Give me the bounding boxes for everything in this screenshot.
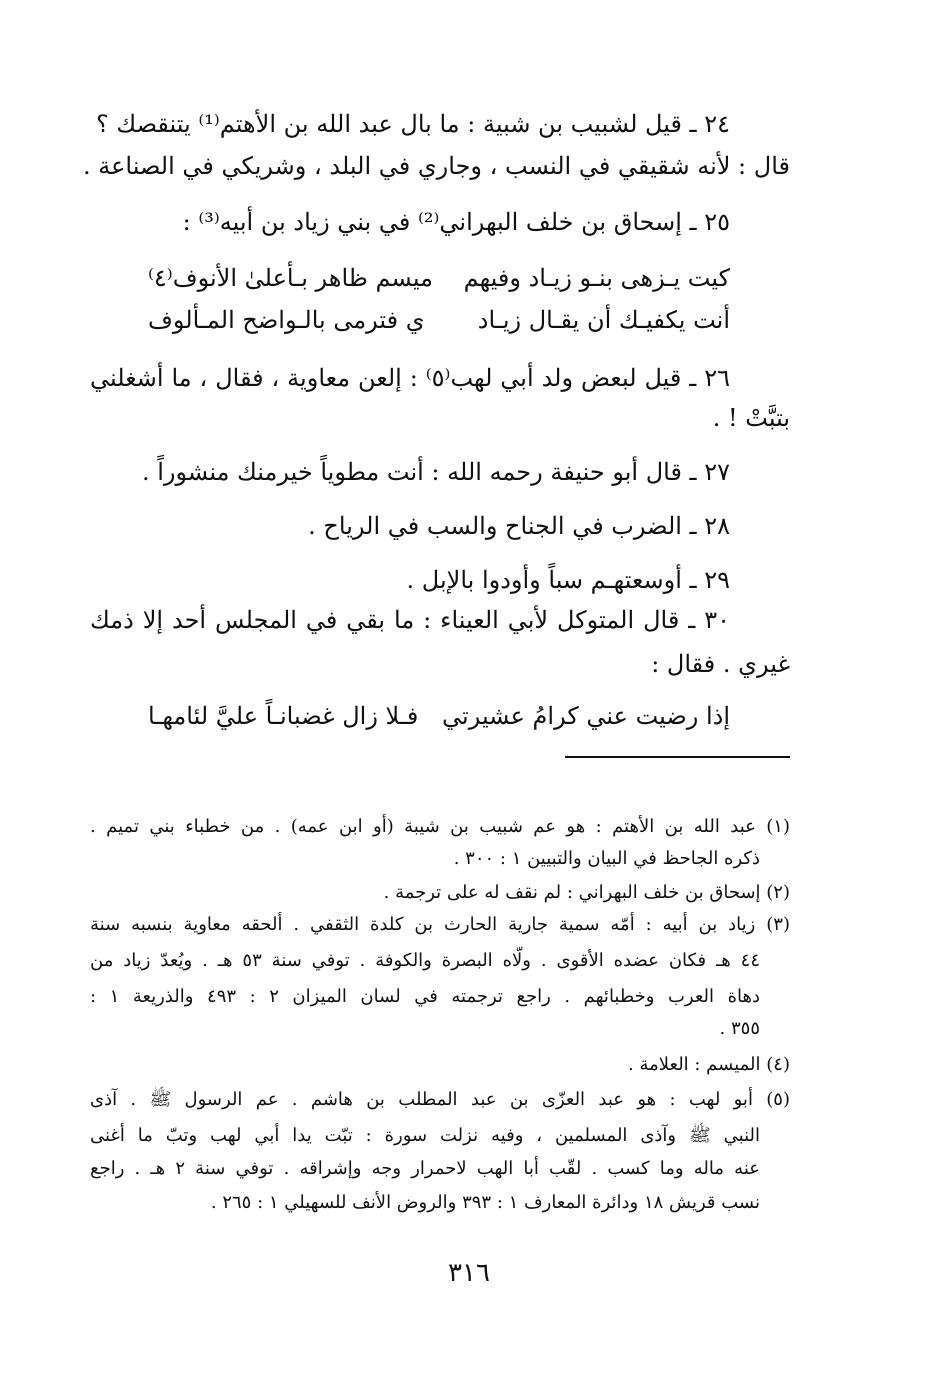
footnote-5-line-4: نسب قريش ١٨ ودائرة المعارف ١ : ٣٩٣ والروض الأنف للسهيلي ١ : ٢٦٥ .	[210, 1192, 760, 1213]
item-27: ٢٧ ـ قال أبو حنيفة رحمه الله : أنت مطوياً خيرمنك منشوراً .	[142, 458, 730, 486]
item-26-line-1: ٢٦ ـ قيل لبعض ولد أبي لهب⁽٥⁾ : إلعن معاوية ، فقال ، ما أشغلني	[90, 364, 731, 392]
item-25-verse-1-left: ميسم ظاهر بـأعلىٰ الأنوف⁽٤⁾	[148, 264, 433, 292]
item-24-line-2: قال : لأنه شقيقي في النسب ، وجاري في البلد ، وشريكي في الصناعة .	[82, 152, 790, 180]
item-25-verse-1-right: كيت يـزهى بنـو زيـاد وفيهم	[463, 264, 730, 292]
footnote-5-line-1: (٥) أبو لهب : هو عبد العزّى بن عبد المطلب بن هاشم . عم الرسول ﷺ . آذى	[90, 1089, 790, 1110]
footnote-2: (٢) إسحاق بن خلف البهراني : لم نقف له على ترجمة .	[383, 882, 790, 903]
item-30-verse-left: فـلا زال غضبانـاً عليَّ لئامهـا	[148, 702, 419, 730]
footnote-5-line-2: النبي ﷺ وآذى المسلمين ، وفيه نزلت سورة : تبّت يدا أبي لهب وتبّ ما أغنى	[90, 1125, 760, 1146]
footnote-5-line-3: عنه ماله وما كسب . لقّب أبا الهب لاحمرار وجه وإشراقه . توفي سنة ٢ هـ . راجع	[90, 1158, 760, 1179]
footnote-1-line-1: (١) عبد الله بن الأهتم : هو عم شبيب بن شيبة (أو ابن عمه) . من خطباء بني تميم .	[90, 816, 790, 837]
footnote-1-line-2: ذكره الجاحظ في البيان والتبيين ١ : ٣٠٠ .	[453, 848, 760, 869]
item-30-line-1: ٣٠ ـ قال المتوكل لأبي العيناء : ما بقي في المجلس أحد إلا ذمك	[90, 606, 730, 634]
item-30-verse-right: إذا رضيت عني كرامُ عشيرتي	[442, 702, 730, 730]
item-25-verse-2-left: ي فترمى بالـواضح المـألوف	[148, 306, 425, 334]
item-29: ٢٩ ـ أوسعتهـم سباً وأودوا بالإبل .	[406, 566, 730, 594]
footnote-3-line-1: (٣) زياد بن أبيه : أمّه سمية جارية الحارث بن كلدة الثقفي . ألحقه معاوية بنسبه سنة	[90, 914, 790, 935]
footnote-3-line-3: دهاة العرب وخطبائهم . راجع ترجمته في لسان الميزان ٢ : ٤٩٣ والذريعة ١ :	[90, 986, 760, 1007]
item-25-verse-2-right: أنت يكفيـك أن يقـال زيـاد	[477, 306, 730, 334]
item-30-line-2: غيري . فقال :	[651, 650, 790, 678]
item-24-line-1: ٢٤ ـ قيل لشبيب بن شبية : ما بال عبد الله بن الأهتم⁽¹⁾ يتنقصك ؟	[96, 110, 730, 138]
item-28: ٢٨ ـ الضرب في الجناح والسب في الرياح .	[308, 512, 730, 540]
page-number: ٣١٦	[448, 1258, 490, 1288]
item-26-line-2: بتبَّتْ ! .	[712, 404, 790, 432]
item-25-intro: ٢٥ ـ إسحاق بن خلف البهراني⁽²⁾ في بني زياد بن أبيه⁽³⁾ :	[182, 208, 730, 236]
footnote-separator	[565, 756, 790, 758]
footnote-3-line-4: ٣٥٥ .	[719, 1018, 760, 1039]
footnote-3-line-2: ٤٤ هـ فكان عضده الأقوى . ولّاه البصرة والكوفة . توفي سنة ٥٣ هـ . ويُعدّ زياد من	[90, 950, 760, 971]
footnote-4: (٤) الميسم : العلامة .	[628, 1054, 790, 1075]
